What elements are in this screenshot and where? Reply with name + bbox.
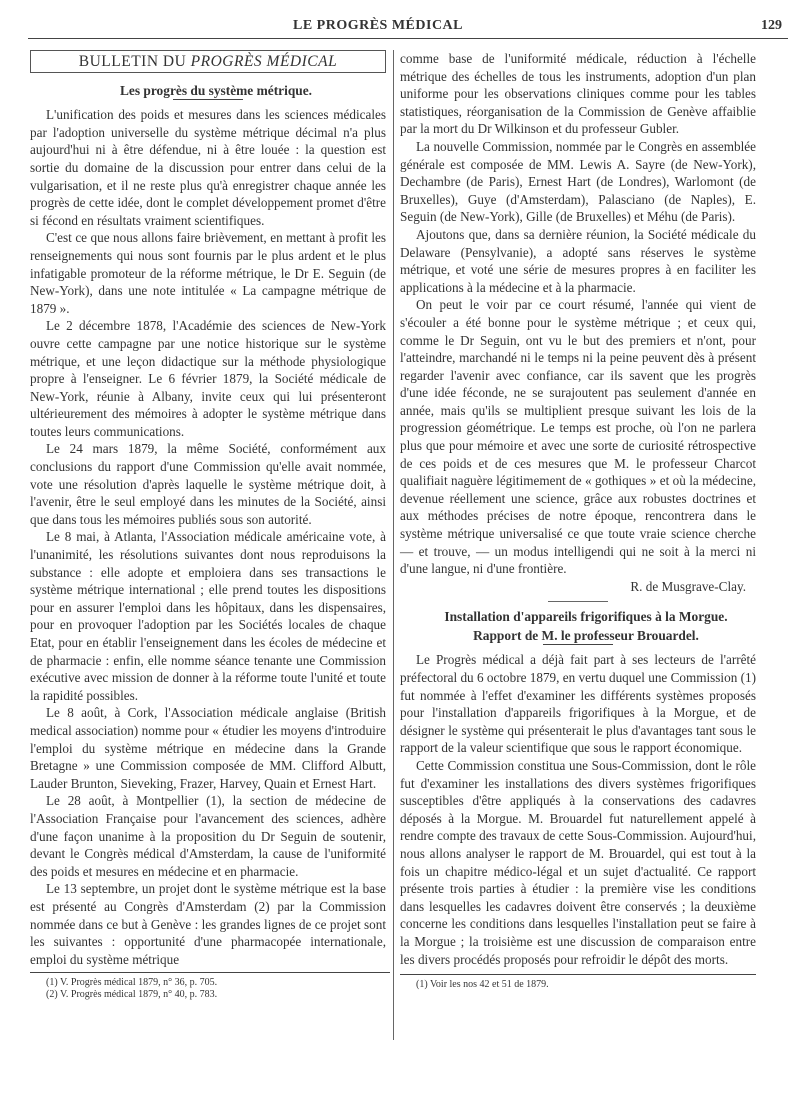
paragraph: On peut le voir par ce court résumé, l'année qui vient de s'écouler a été bonne pour le système métrique ; et ceux qui, comme le Dr Seguin, ont vu le but des premiers et n'ont, pour l'atteindre, marchandé ni le temps ni la peine peuvent dès à présent regarder l'avenir avec confiance, car ils savent que les progrès d'une idée féconde, ne se surajoutent pas seulement d'année en année, mais qu'ils se multiplient presque suivant les lois de la progression géométrique. Le temps est proche, où l'on ne parlera plus que pour mémoire et avec une sorte de curiosité rétrospective de ces poids et de ces mesures que M. le professeur Charcot qualifiait naguère légitimement de « gothiques » et où la médecine, devenue réellement une science, grâce aux robustes doctrines et aux méthodes précises de notre époque, rencontrera dans le système métrique universalisé ce que toute vraie science cherche — et trouve, — un modus intelligendi qui ne soit à la merci ni d'une langue, ni d'une frontière. [400,297,756,577]
page-number: 129 [761,18,782,33]
section-rule [548,601,608,602]
paragraph: Le 13 septembre, un projet dont le système métrique est la base est présenté au Congrès d'Amsterdam (2) par la Commission nommée dans ce but à Genève : les grandes lignes de ce projet sont les suivantes : opportunité d'une pharmacopée internationale, emploi du système métrique [30,881,386,967]
running-title: LE PROGRÈS MÉDICAL [292,18,464,33]
paragraph: comme base de l'uniformité médicale, réduction à l'échelle métrique des échelles de tous les instruments, adoption d'un plan uniforme pour les observations cliniques comme pour les tables statistiques, réorganisation de la Commission de Genève affaiblie par la mort du Dr Wilkinson et du professeur Gubler. [400,51,756,137]
section2-title-line2: Rapport de M. le professeur Brouardel. [473,628,699,644]
footnote: (2) V. Progrès médical 1879, n° 40, p. 783. [46,989,218,1001]
paragraph: Le Progrès médical a déjà fait part à ses lecteurs de l'arrêté préfectoral du 6 octobre 1879, en vertu duquel une Commission (1) fut nommée à l'effet d'examiner les différents systèmes proposés pour l'installation d'appareils frigorifiques à la Morgue, et de désigner le système qui présenterait le plus d'avantages tant sous le rapport de la valeur scientifique que sous le rapport économique. [400,652,756,756]
paragraph: C'est ce que nous allons faire brièvement, en mettant à profit les renseignements qui nous sont fournis par le plus ardent et le plus infatigable promoteur de la réforme métrique, le Dr E. Seguin (de New-York), dans une note intitulée « La campagne métrique de 1879 ». [30,230,386,316]
paragraph: Le 8 août, à Cork, l'Association médicale anglaise (British medical association) nomme pour « étudier les moyens d'introduire l'emploi du système métrique en médecine dans la Grande Bretagne » une Commission composée de MM. Clifford Albutt, Lauder Brunton, Sieveking, Frazer, Harvey, Quain et Ernest Hart. [30,705,386,791]
paragraph: Le 28 août, à Montpellier (1), la section de médecine de l'Association Française pour l'avancement des sciences, adhère d'une façon unanime à la proposition du Dr Seguin de soutenir, devant le Congrès médical d'Amsterdam, la cause de l'uniformité des poids et mesures en médecine et en pharmacie. [30,793,386,879]
bulletin-label: BULLETIN DU [78,53,187,70]
paragraph: L'unification des poids et mesures dans les sciences médicales par l'adoption universelle du système métrique décimal n'a plus aujourd'hui ni à être défendue, ni à être louée : la question est sortie du domaine de la discussion pour entrer dans celui de la vulgarisation, et il ne reste plus qu'à enregistrer chaque année les progrès de cette idée, dont le complet développement promet d'être si fécond en résultats vraiment scientifiques. [30,107,386,228]
paragraph: Le 8 mai, à Atlanta, l'Association médicale américaine vote, à l'unanimité, les résolutions suivantes dont nous reproduisons la substance : elle adopte et emploiera dans ses transactions le système métrique international ; elle prend toutes les dispositions pour en assurer l'emploi dans les hôpitaux, dans les dispensaires, pour en provoquer l'adoption par les Sociétés locales de chaque Etat, pour en établir l'enseignement dans les écoles de médecine et de pharmacie : enfin, elle nomme séance tenante une Commission exécutive avec mission de donner à la réforme toute l'unité et toute la rapidité possibles. [30,529,386,703]
section-title: Les progrès du système métrique. [119,82,313,98]
footnote-rule [30,972,390,973]
signature: R. de Musgrave-Clay. [630,578,746,594]
section2-title-line1: Installation d'appareils frigorifiques à la Morgue. [444,609,728,625]
title-rule [173,99,243,100]
column-divider [393,50,394,1040]
paragraph: Cette Commission constitua une Sous-Commission, dont le rôle fut d'examiner les installations des divers systèmes frigorifiques susceptibles d'être appliqués à la conservations des cadavres déposés à la Morgue. M. Brouardel fut naturellement appelé à rendre compte des travaux de cette Sous-Commission. Aujourd'hui, nous allons analyser le rapport de M. Brouardel, qui est tout à la fois un chapitre médico-légal et un sujet d'actualité. Ce rapport présente trois parties à étudier : la première vise les conditions dans lesquelles les cadavres doivent être conservés ; la deuxième concerne les conditions dans lesquelles l'installation peut se faire à la Morgue ; la troisième est une discussion de comparaison entre les divers procédés proposés pour refroidir le dépôt des morts. [400,757,756,967]
footnote: (1) Voir les nos 42 et 51 de 1879. [416,979,549,991]
title-rule [543,644,613,645]
running-header [28,16,788,39]
paragraph: Le 2 décembre 1878, l'Académie des sciences de New-York ouvre cette campagne par une notice historique sur le système métrique, et une leçon didactique sur la méthode physiologique propre à l'enseigner. Le 6 février 1879, la Société médicale de New-York, réunie à Albany, invite ceux qui lui présenteront ultérieurement des mémoires à adopter le système métrique dans toutes leurs communications. [30,318,386,439]
paragraph: La nouvelle Commission, nommée par le Congrès en assemblée générale est composée de MM. Lewis A. Sayre (de New-York), Dechambre (de Paris), Ernest Hart (de Londres), Warlomont (de Bruxelles), Guye (d'Amsterdam), Palasciano (de Naples), E. Seguin (de New-York), Gille (de Bruxelles) et Méhu (de Paris). [400,138,756,225]
left-column [30,50,386,1001]
footnote-rule [400,974,756,975]
paragraph: Ajoutons que, dans sa dernière réunion, la Société médicale du Delaware (Pensylvanie), a adopté sans réserves le système métrique, et voté une série de mesures propres à en faciliter les applications à la médecine et à la pharmacie. [400,226,756,295]
bulletin-heading [30,50,386,73]
bulletin-journal: PROGRÈS MÉDICAL [190,53,338,70]
paragraph: Le 24 mars 1879, la même Société, conformément aux conclusions du rapport d'une Commission qu'elle avait nommée, vote une résolution d'après laquelle le système métrique doit, à l'avenir, être le seul employé dans les minutes de la Société, ainsi que dans tous les mémoires publiés sous son autorité. [30,441,386,527]
right-column [400,50,756,991]
footnote: (1) V. Progrès médical 1879, n° 36, p. 705. [46,977,218,989]
